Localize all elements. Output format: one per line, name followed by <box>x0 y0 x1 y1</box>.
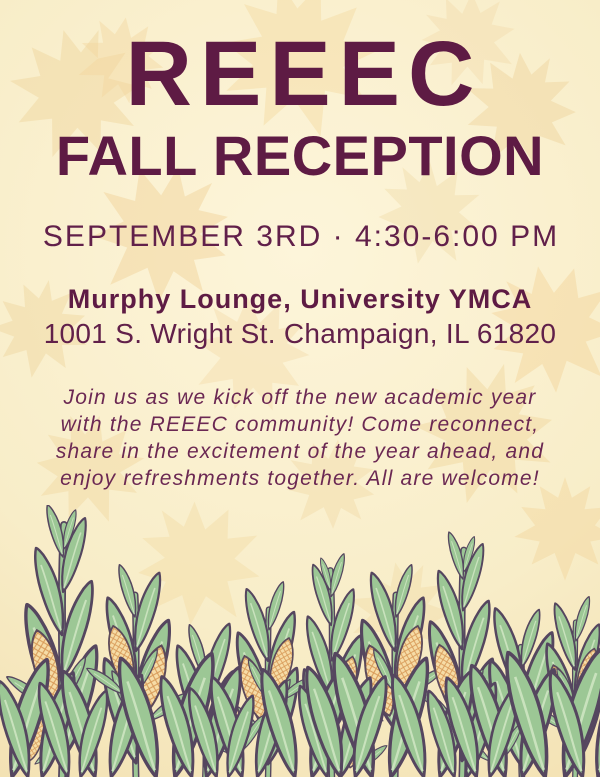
description-line: enjoy refreshments together. All are welcome! <box>60 467 540 490</box>
event-venue: Murphy Lounge, University YMCA <box>67 284 533 314</box>
org-title: REEEC <box>125 23 483 125</box>
description-line: Join us as we kick off the new academic year <box>63 386 537 409</box>
event-address: 1001 S. Wright St. Champaign, IL 61820 <box>43 318 557 349</box>
event-date-time: SEPTEMBER 3RD · 4:30-6:00 PM <box>42 220 560 253</box>
description-line: share in the excitement of the year ahead, and <box>55 440 545 463</box>
description-line: with the REEEC community! Come reconnect, <box>60 413 540 436</box>
event-name: FALL RECEPTION <box>55 124 545 187</box>
event-description <box>0 384 600 492</box>
